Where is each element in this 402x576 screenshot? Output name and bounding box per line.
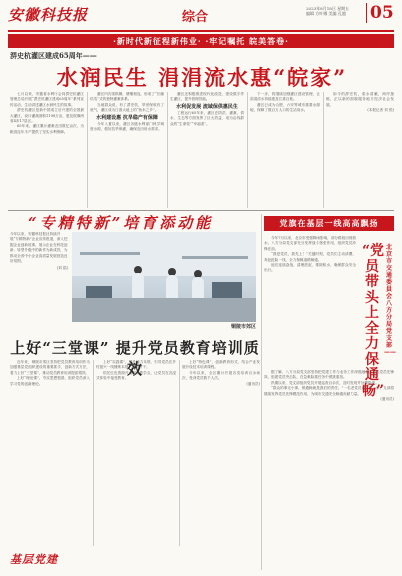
- right-article-kicker: 北京市交通委員会八方分局党支部——: [384, 244, 396, 356]
- column-divider: [87, 92, 88, 208]
- article1-column-1: [10, 92, 84, 208]
- paragraph: 今年以来，全区累计开展各类培训百余场次，受训党员数千人次。: [182, 370, 260, 381]
- paragraph: 近年来，铜陵市郊区坚持把党员教育培训作为加强基层党组织建设的重要抓手，创新方式方法，着力上好“三堂课”，推动党员教育培训提质增效。: [10, 360, 90, 375]
- paragraph: 上好“特色课”，创新教育形式，结合产业发展开设技术培训课程。: [182, 360, 260, 370]
- photo-shelf: [80, 252, 140, 255]
- article1-column-2: [90, 92, 164, 208]
- article2-headline: 上好“三堂课” 提升党员教育培训质效: [10, 339, 260, 378]
- series-banner: “专精特新”培育添动能: [28, 214, 214, 232]
- article1-column-4: [250, 92, 320, 208]
- right-article-headline: “党员带头上 全力保通畅”: [362, 243, 385, 399]
- paragraph: 下一步，将继续加强灌区建设管理，让涓涓清水持续惠及江淮百姓。: [250, 92, 320, 102]
- paragraph: “群众的事无小事，保通畅就是我们的责任。”一名老党员说。下一步，支部将继续发挥党员先锋模范作用，为城市交通安全畅通贡献力量。: [264, 386, 394, 396]
- issue-date: 2023年8月18日 星期五: [306, 6, 350, 11]
- paragraph: 当地群众说，有了淠史杭，旱涝保收有了底气，灌区成为江淮大地上的“鱼米之乡”。: [90, 102, 164, 113]
- article2-byline: (通讯员): [246, 381, 260, 386]
- paragraph: 今年入夏以来，灌区各级水利部门科学调度水源，做好抗旱保灌，确保农田用水需求。: [90, 121, 164, 132]
- section-title: 综合: [182, 10, 209, 25]
- paragraph: 他们连续奋战，清理淤泥、排除积水，确保群众安全出行。: [264, 263, 356, 273]
- right-article-column-1: [264, 236, 356, 366]
- section-logo-text: 基层党建: [10, 553, 58, 566]
- theme-banner-text: ·新时代新征程新伟业· ·牢记嘱托 皖美答卷·: [113, 35, 289, 46]
- side-quote: [10, 232, 68, 322]
- paragraph: “我是党员，我先上！”关键时刻，党员们主动请缨，奔赴抢险一线，全力保障道路畅通。: [264, 252, 356, 262]
- paragraph: 如今的淠史杭，渠水清澈，两岸葱郁，正以新的面貌服务地方经济社会发展。: [326, 92, 394, 107]
- theme-banner: [8, 34, 394, 48]
- side-quote-byline: (刘 铭): [56, 266, 68, 271]
- section-divider: [8, 210, 394, 211]
- article2-column-3: [182, 360, 260, 552]
- column-divider: [261, 214, 262, 570]
- article2-column-1: [10, 360, 90, 552]
- paragraph: 今年7月以来，北京市受强降雨影响，部分路段出现积水。八方分局党支部充分发挥战斗堡垒作用，组织党员冲锋在前。: [264, 236, 356, 251]
- article1-subhead-2: 水利促发展 流域保供惠民生: [176, 103, 238, 110]
- party-banner: [264, 216, 394, 231]
- photo-bench: [72, 298, 256, 322]
- party-banner-text: 党旗在基层一线高高飘扬: [279, 218, 379, 228]
- lab-photo: [72, 232, 256, 322]
- paragraph: 灌区内沟渠纵横，塘堰相连，形成了“长藤结瓜”式的独特灌溉体系。: [90, 92, 164, 102]
- column-divider: [247, 92, 248, 208]
- paragraph: 上好“理论课”，夯实思想根基，组织党员深入学习党的创新理论。: [10, 376, 90, 386]
- paragraph: 淠史杭灌区是新中国成立后兴建的全国最大灌区，设计灌溉面积1198万亩，惠及皖豫两省4市17县区。: [10, 108, 84, 124]
- article1-subhead-1: 水利建设惠 抗旱稳产有保障: [96, 114, 158, 121]
- column-divider: [323, 92, 324, 208]
- column-divider: [93, 360, 94, 546]
- paragraph: 依托红色资源开设现场教学点，让党员在沉浸式体验中接受教育。: [96, 370, 176, 381]
- article1-headline: 水润民生 涓涓流水惠“皖家”: [56, 65, 348, 90]
- right-article-byline: (通讯员): [380, 397, 394, 402]
- side-quote-text: 今年以来，安徽科技报社持续开展“专精特新”企业宣传报道，深入挖掘企业创新故事，展示企业在科技创新、转型升级中的新作为新成效，为推动全省中小企业高质量发展营造良好氛围。: [10, 232, 68, 264]
- article1-kicker: 淠史杭灌区建成65周年——: [10, 51, 97, 60]
- paragraph: 上好“实践课”，提升能力本领，引导党员在乡村振兴一线锤炼本领、增长才干。: [96, 360, 176, 370]
- section-logo: [10, 548, 68, 570]
- paragraph: 汛期以来，党支部组织党员开展巡查百余次，及时发现并处置隐患。: [271, 380, 379, 385]
- column-divider: [179, 360, 180, 546]
- page-number: 05: [366, 3, 394, 23]
- paragraph: 65年来，灌区累计灌溉农田数亿亩次，为粮食连年丰产提供了坚实水利保障。: [10, 124, 84, 134]
- photo-caption: 铜陵市郊区: [230, 324, 256, 330]
- paragraph: 灌区已成为合肥、六安等城市重要水源地，保障了数百万人口的生活用水。: [250, 102, 320, 113]
- article1-byline: (本报记者 刘 悦): [367, 108, 394, 113]
- right-article-column-2: [264, 370, 394, 560]
- masthead: [0, 0, 402, 30]
- photo-shelf: [182, 256, 248, 259]
- paragraph: 灌区还积极推进现代化改造，建设数字孪生灌区，提升管理效能。: [170, 92, 244, 102]
- column-divider: [167, 92, 168, 208]
- article1-column-5: [326, 92, 394, 208]
- issue-editors: 编辑 方叶娜 美编 孔越: [306, 11, 346, 16]
- masthead-divider: [8, 30, 394, 32]
- issue-info: [306, 6, 364, 16]
- paragraph: 工程运行65年来，灌区在防洪、灌溉、供水、生态等方面发挥了巨大效益，成为沿线群众的“生命渠”“幸福渠”。: [170, 110, 244, 126]
- newspaper-logo: 安徽科技报: [8, 6, 89, 24]
- article1-column-3: [170, 92, 244, 208]
- paragraph: 据了解，八方分局党支部坚持把党建工作与业务工作深度融合，建立党员先锋岗，组建党员突击队，在急难险重任务中勇挑重担。: [264, 370, 394, 380]
- paragraph: 七月以来，安徽省水利厅会同淠史杭灌区管理总局开展“淠史杭灌区建成65周年”系列宣传活动，生动讲述灌区水润民生的故事。: [10, 92, 84, 107]
- article2-column-2: [96, 360, 176, 552]
